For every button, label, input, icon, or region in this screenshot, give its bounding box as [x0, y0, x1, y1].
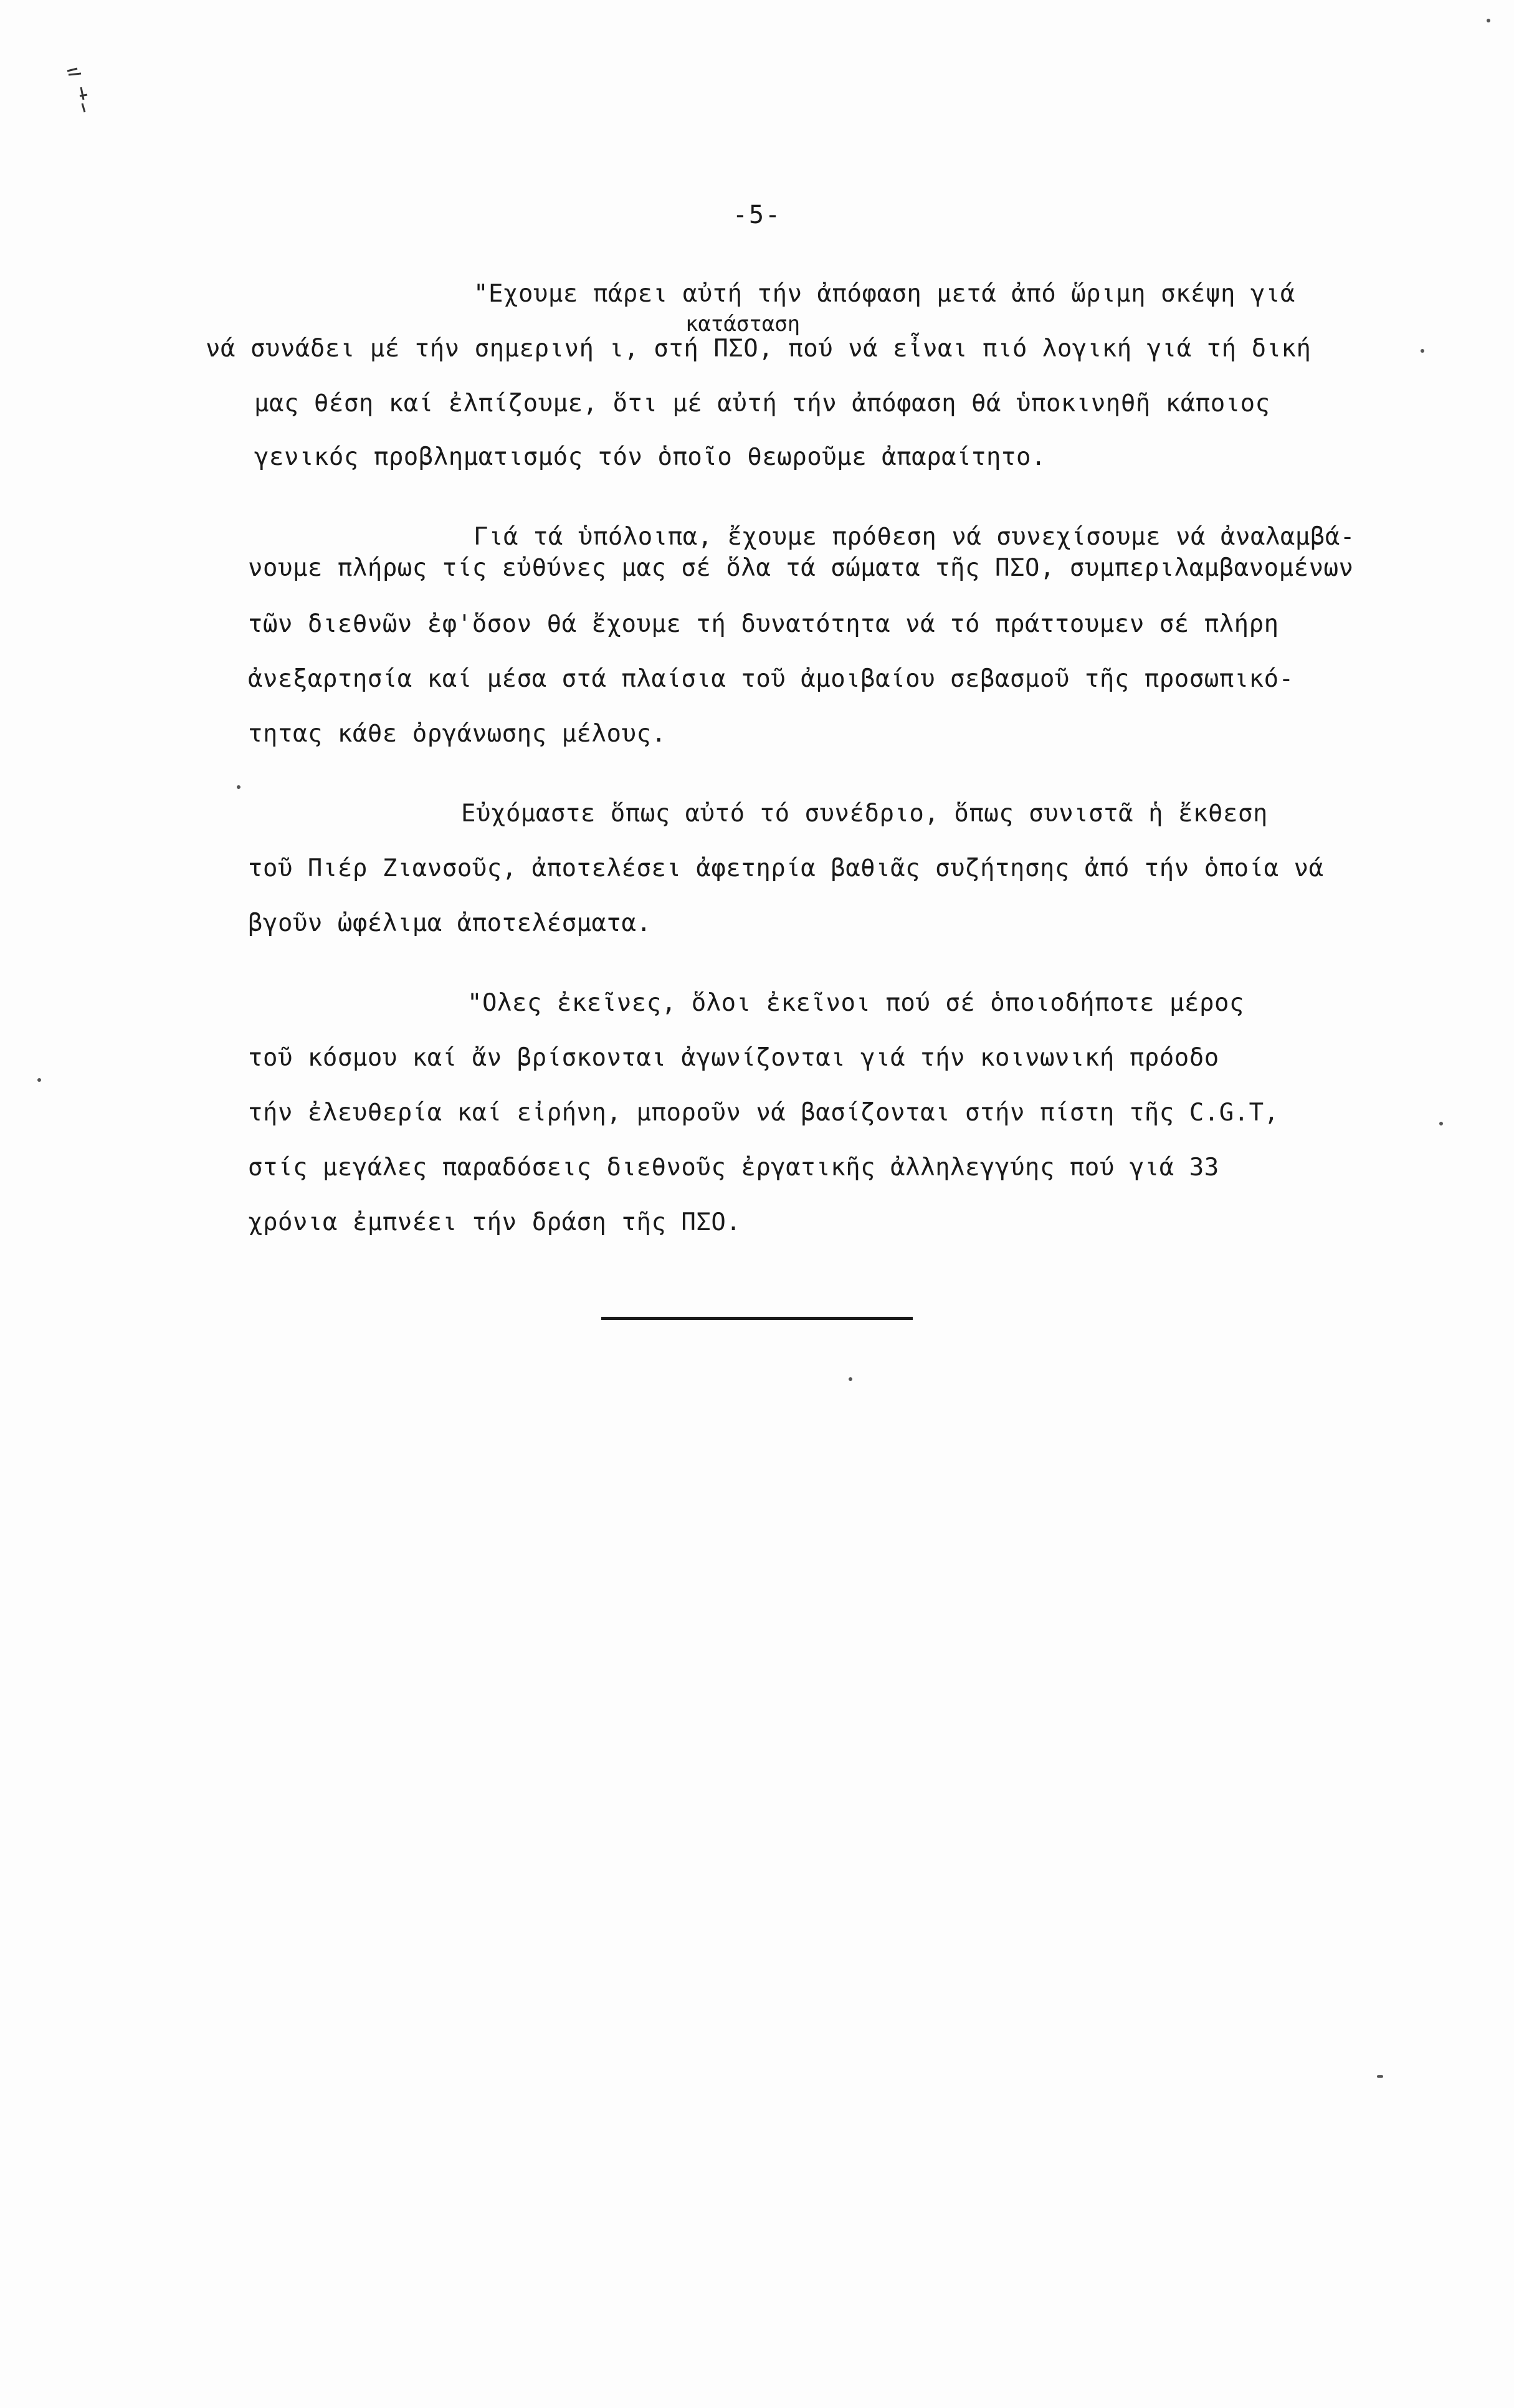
inserted-word-above-line: κατάσταση	[685, 312, 801, 337]
paragraph-2-line-3: τῶν διεθνῶν ἐφ'ὅσον θά ἔχουμε τή δυνατότητα νά τό πράττουμεν σέ πλήρη	[248, 610, 1279, 638]
margin-mark-icon	[62, 62, 100, 118]
paragraph-2-line-2: νουμε πλήρως τίς εὐθύνες μας σέ ὅλα τά σώματα τῆς ΠΣΟ, συμπεριλαμβανομένων	[248, 554, 1354, 582]
scan-speck	[1487, 19, 1490, 22]
paragraph-3-line-1: Εὐχόμαστε ὅπως αὐτό τό συνέδριο, ὅπως συνιστᾶ ἡ ἔκθεση	[461, 800, 1268, 828]
paragraph-4-line-5: χρόνια ἐμπνέει τήν δράση τῆς ΠΣΟ.	[248, 1208, 741, 1236]
paragraph-1-line-3: μας θέση καί ἐλπίζουμε, ὅτι μέ αὐτή τήν ἀπόφαση θά ὑποκινηθῆ κάποιος	[254, 389, 1270, 418]
scan-speck	[237, 785, 240, 789]
closing-rule	[601, 1317, 913, 1320]
paragraph-3-line-2: τοῦ Πιέρ Ζιανσοῦς, ἀποτελέσει ἀφετηρία βαθιᾶς συζήτησης ἀπό τήν ὁποία νά	[248, 854, 1324, 882]
paragraph-1-line-4: γενικός προβληματισμός τόν ὁποῖο θεωροῦμε ἀπαραίτητο.	[254, 443, 1046, 471]
paragraph-2-line-1: Γιά τά ὑπόλοιπα, ἔχουμε πρόθεση νά συνεχίσουμε νά ἀναλαμβά-	[474, 523, 1355, 551]
scan-speck	[1377, 2075, 1383, 2078]
scan-speck	[849, 1377, 852, 1381]
paragraph-4-line-2: τοῦ κόσμου καί ἄν βρίσκονται ἀγωνίζονται γιά τήν κοινωνική πρόοδο	[248, 1044, 1219, 1072]
paragraph-1-line-1: "Εχουμε πάρει αὐτή τήν ἀπόφαση μετά ἀπό ὥριμη σκέψη γιά	[474, 280, 1295, 308]
paragraph-3-line-3: βγοῦν ὠφέλιμα ἀποτελέσματα.	[248, 909, 652, 937]
paragraph-4-line-3: τήν ἐλευθερία καί εἰρήνη, μποροῦν νά βασίζονται στήν πίστη τῆς C.G.T,	[248, 1099, 1279, 1127]
paragraph-4-line-1: "Ολες ἐκεῖνες, ὅλοι ἐκεῖνοι πού σέ ὁποιοδήποτε μέρος	[467, 989, 1244, 1017]
scan-speck	[37, 1078, 41, 1082]
page-number: -5-	[732, 201, 782, 229]
scan-speck	[1439, 1122, 1443, 1125]
paragraph-1-line-2: νά συνάδει μέ τήν σημερινή ι, στή ΠΣΟ, πού νά εἶναι πιό λογική γιά τή δική	[206, 335, 1312, 363]
scan-speck	[1421, 349, 1424, 353]
paragraph-2-line-4: ἀνεξαρτησία καί μέσα στά πλαίσια τοῦ ἀμοιβαίου σεβασμοῦ τῆς προσωπικό-	[248, 665, 1294, 693]
paragraph-4-line-4: στίς μεγάλες παραδόσεις διεθνοῦς ἐργατικῆς ἀλληλεγγύης πού γιά 33	[248, 1154, 1219, 1182]
paragraph-2-line-5: τητας κάθε ὀργάνωσης μέλους.	[248, 720, 667, 748]
